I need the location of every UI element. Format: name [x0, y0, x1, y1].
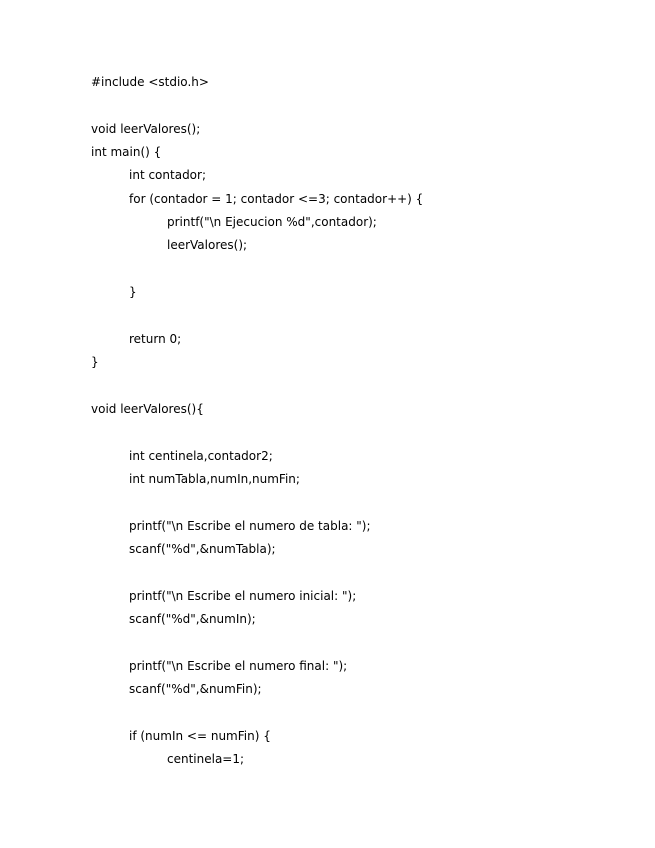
code-line: printf("\n Escribe el numero final: ");: [129, 658, 348, 673]
code-listing: [91, 71, 611, 771]
code-line: void leerValores();: [91, 121, 201, 136]
code-line: leerValores();: [167, 238, 248, 253]
code-line: printf("\n Escribe el numero de tabla: ");: [129, 518, 371, 533]
code-line: if (numIn <= numFin) {: [129, 728, 271, 743]
code-line: for (contador = 1; contador <=3; contador++) {: [129, 191, 424, 206]
code-line: #include <stdio.h>: [91, 75, 209, 89]
blank-line: [91, 94, 611, 117]
code-line: scanf("%d",&numFin);: [129, 681, 262, 696]
code-line: centinela=1;: [167, 751, 245, 766]
blank-line: [91, 258, 611, 281]
code-line: int contador;: [129, 168, 206, 183]
code-line: int numTabla,numIn,numFin;: [129, 471, 300, 486]
code-line: scanf("%d",&numTabla);: [129, 541, 276, 556]
blank-line: [91, 631, 611, 654]
blank-line: [91, 561, 611, 584]
blank-line: [91, 304, 611, 327]
code-line: scanf("%d",&numIn);: [129, 611, 256, 626]
blank-line: [91, 701, 611, 724]
code-line: int centinela,contador2;: [129, 448, 273, 463]
blank-line: [91, 374, 611, 397]
code-line: }: [91, 355, 99, 370]
code-line: return 0;: [129, 331, 182, 346]
code-line: int main() {: [91, 145, 162, 160]
blank-line: [91, 491, 611, 514]
code-line: printf("\n Ejecucion %d",contador);: [167, 215, 377, 230]
blank-line: [91, 421, 611, 444]
code-line: }: [129, 285, 137, 300]
code-line: printf("\n Escribe el numero inicial: ");: [129, 588, 357, 603]
code-line: void leerValores(){: [91, 401, 204, 416]
